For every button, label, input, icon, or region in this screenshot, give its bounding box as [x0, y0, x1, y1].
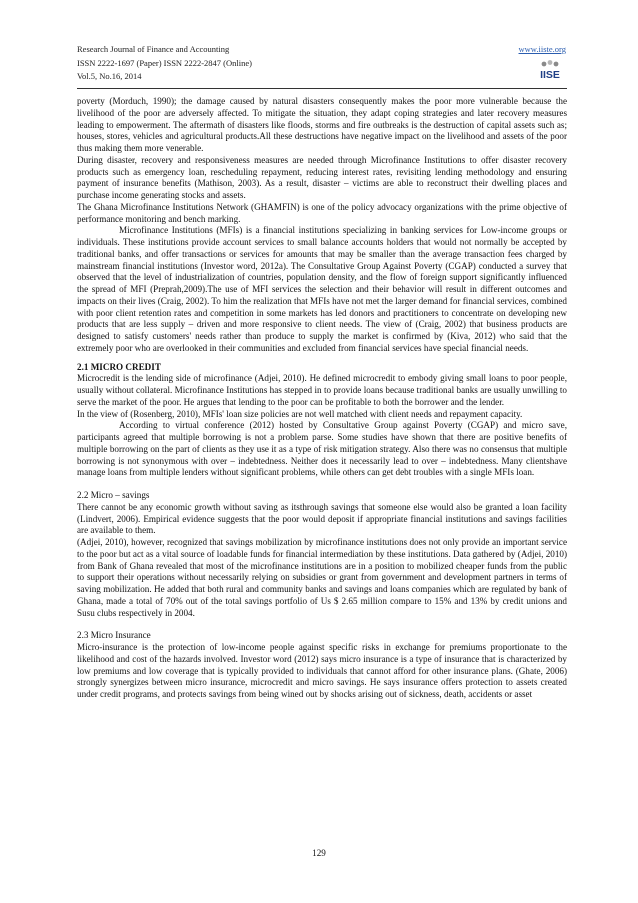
paragraph: Microcredit is the lending side of microfinance (Adjei, 2010). He defined microcredit to embody giving small loans to poor people, usually without collateral. Microfinance Institutions has stepped in to provide loans because traditional banks are usually unwilling to serve the market of the poor. He argues that lending to the poor can be profitable to both the borrower and the lender.: [77, 373, 567, 407]
header-divider: [77, 88, 567, 89]
paragraph: poverty (Morduch, 1990); the damage caused by natural disasters consequently makes the poor more vulnerable because the livelihood of the poor are adversely affected. To mitigate the situation, they adapt coping strategies and later recovery measures leading to empowerment. The aftermath of disasters like floods, storms and fire outbreaks is the destruction of capital assets such as; houses, stores, vehicles and agricultural products.All these destructions have negative impact on the livelihood and assets of the poor thus making them more venerable.: [77, 96, 567, 153]
paragraph: The Ghana Microfinance Institutions Network (GHAMFIN) is one of the policy advocacy organizations with the prime objective of performance monitoring and bench marking.: [77, 201, 567, 224]
article-body: [77, 96, 567, 701]
logo-text: IISE: [540, 69, 560, 81]
issn-line: ISSN 2222-1697 (Paper) ISSN 2222-2847 (Online): [77, 57, 252, 68]
paragraph: Microfinance Institutions (MFIs) is a financial institutions specializing in banking services for Low-income groups or individuals. These institutions provide account services to small balance accounts holders that would not normally be accepted by traditional banks, and offer transactions or services for amounts that may be smaller than the average transaction fees charged by mainstream financial institutions (Investor word, 2012a). The Consultative Group Against Poverty (CGAP) conducted a survey that observed that the level of industrialization of countries, population density, and the flow of foreign support significantly influenced the spread of MFI (Preprah,2009).The use of MFI services the selection and their behavior will result in different outcomes and impacts on their lives (Craig, 2002). To him the realization that MFIs have not met the larger demand for financial services, combined with poor client retention rates and competition in some markets has led donors and practitioners to concentrate on developing new products that are less supply – driven and more responsive to client needs. The view of (Craig, 2002) that business products are designed to satisfy customers' needs rather than produce to supply the market is confirmed by (Kiva, 2012) who said that the extremely poor who are overlooked in their communities and excluded from financial services have special financial needs.: [77, 225, 567, 353]
paragraph: Micro-insurance is the protection of low-income people against specific risks in exchange for premiums proportionate to the likelihood and cost of the hazards involved. Investor word (2012) says micro insurance is a type of insurance that is characterized by low premiums and low coverage that is typically provided to individuals that cannot afford for other insurance plans. (Ghate, 2006) strongly synergizes between micro insurance, microcredit and micro savings. He says insurance offers protection to assets created under credit programs, and protects savings from being wined out by shocks arising out of sickness, death, accidents or asset: [77, 642, 567, 699]
section-heading-micro-credit: 2.1 MICRO CREDIT: [77, 361, 161, 372]
paragraph: In the view of (Rosenberg, 2010), MFIs' loan size policies are not well matched with client needs and repayment capacity.: [77, 408, 523, 419]
paragraph: During disaster, recovery and responsiveness measures are needed through Microfinance Institutions to offer disaster recovery products such as emergency loan, rescheduling repayment, reducing interest rates, revisiting lending methodology and ensuring payment of insurance benefits (Mathison, 2003). As a result, disaster – victims are able to reconstruct their dwelling places and purchase income generating stocks and assets.: [77, 154, 567, 200]
paragraph: According to virtual conference (2012) hosted by Consultative Group against Poverty (CGAP) and micro save, participants agreed that multiple borrowing is not a problem parse. Some studies have shown that there are positive benefits of multiple borrowing on the part of clients as they use it as a type of risk mitigation strategy. Also there was no consensus that multiple borrowing is not synonymous with over – indebtedness. Neither does it necessarily lead to over – indebtedness. Many clientshave manage loans from multiple lenders without significant problems, while others can get debt troubles with a single MFIs loan.: [77, 420, 567, 478]
paragraph: (Adjei, 2010), however, recognized that savings mobilization by microfinance institutions does not only provide an important service to the poor but act as a vital source of loadable funds for financial intermediation by these institutions. Data gathered by (Adjei, 2010) from Bank of Ghana revealed that most of the microfinance institutions are in a position to mobilized cheaper funds from the public to support their operations without necessarily relying on subsidies or grant from government and development partners in terms of saving mobilization. He added that both rural and community banks and savings and loans companies which are regulated by bank of Ghana, made a total of 70% out of the total savings portfolio of Us $ 2.65 million compare to 15% and 13% by credit unions and Susu clubs respectively in 2004.: [77, 537, 567, 618]
page-number: 129: [312, 848, 326, 858]
iiste-logo-icon: [535, 59, 565, 81]
section-heading-micro-insurance: 2.3 Micro Insurance: [77, 630, 151, 641]
journal-url-link[interactable]: www.iiste.org: [518, 44, 566, 54]
section-heading-micro-savings: 2.2 Micro – savings: [77, 490, 150, 500]
volume-line: Vol.5, No.16, 2014: [77, 71, 142, 81]
journal-title: Research Journal of Finance and Accounting: [77, 44, 230, 54]
paragraph: There cannot be any economic growth without saving as itsthrough savings that someone else would also be granted a loan facility (Lindvert, 2006). Empirical evidence suggests that the poor would deposit if appropriate financial institutions and savings facilities are available to them.: [77, 501, 567, 536]
journal-header: [77, 43, 252, 84]
